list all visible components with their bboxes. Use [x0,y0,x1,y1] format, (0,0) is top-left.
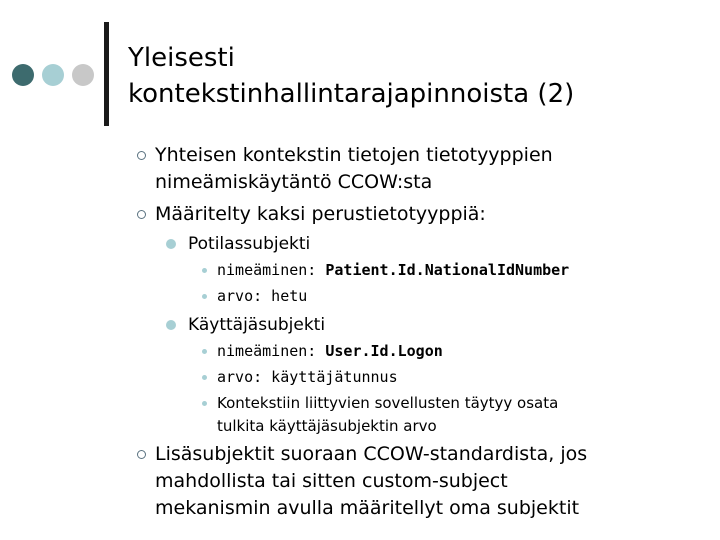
subbullet-user-subject [188,313,688,337]
item-patient-value [217,285,697,308]
item-label: nimeäminen: [217,261,326,279]
item-marker [202,268,207,273]
dot-dark [12,64,34,86]
item-user-interpret [217,392,697,438]
item-user-value [217,366,697,389]
bullet-text-line: nimeämiskäytäntö CCOW:sta [155,171,433,193]
title-divider [104,22,109,126]
decorative-dots [12,64,96,86]
item-value: User.Id.Logon [325,342,443,360]
item-label: arvo: käyttäjätunnus [217,368,398,386]
title-line-2: kontekstinhallintarajapinnoista (2) [128,79,575,109]
item-label: arvo: hetu [217,287,308,305]
item-label: nimeäminen: [217,342,326,360]
bullet-marker [137,151,146,160]
item-marker [202,401,207,406]
bullet-text-line: Lisäsubjektit suoraan CCOW-standardista, jos [155,443,588,465]
item-patient-naming [217,259,697,282]
item-label-2: tulkita käyttäjäsubjektin arvo [217,417,437,435]
bullet-marker [137,210,146,219]
bullet-naming-convention [155,142,705,196]
title-line-1: Yleisesti [128,43,235,73]
item-marker [202,349,207,354]
item-marker [202,375,207,380]
dot-light-teal [42,64,64,86]
subbullet-marker [166,320,176,330]
subbullet-label: Käyttäjäsubjekti [188,315,326,335]
bullet-text-line: mekanismin avulla määritellyt oma subjektit [155,497,580,519]
item-user-naming [217,340,697,363]
bullet-additional-subjects [155,441,705,522]
bullet-marker [137,450,146,459]
dot-gray [72,64,94,86]
bullet-text-line: Määritelty kaksi perustietotyyppiä: [155,203,486,225]
item-label: Kontekstiin liittyvien sovellusten täytyy osata [217,394,559,412]
bullet-text-line: Yhteisen kontekstin tietojen tietotyyppien [155,144,553,166]
bullet-text-line: mahdollista tai sitten custom-subject [155,470,508,492]
subbullet-patient-subject [188,232,688,256]
subbullet-marker [166,239,176,249]
subbullet-label: Potilassubjekti [188,234,311,254]
slide-title [128,40,708,112]
bullet-basic-types [155,201,705,228]
item-marker [202,294,207,299]
item-value: Patient.Id.NationalIdNumber [325,261,570,279]
